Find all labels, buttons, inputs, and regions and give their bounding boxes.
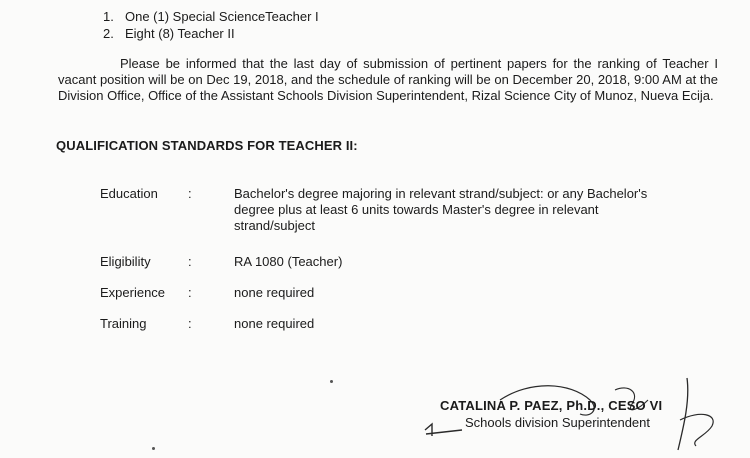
education-row: [100, 186, 674, 234]
eligibility-colon: :: [188, 254, 192, 269]
training-label: Training: [100, 316, 147, 331]
education-colon: :: [188, 186, 192, 201]
list-number: 1.: [103, 9, 114, 24]
scan-speck: [330, 380, 333, 383]
eligibility-value: RA 1080 (Teacher): [234, 254, 343, 269]
qualification-heading: QUALIFICATION STANDARDS FOR TEACHER II:: [56, 138, 358, 153]
eligibility-row: [100, 254, 674, 270]
scan-speck: [152, 447, 155, 450]
training-colon: :: [188, 316, 192, 331]
signatory-name: CATALINA P. PAEZ, Ph.D., CESO VI: [440, 398, 663, 413]
education-value: Bachelor's degree majoring in relevant strand/subject: or any Bachelor's degree plus at least 6 units towards Master's degree in relevant strand/subject: [234, 186, 648, 233]
list-text: One (1) Special ScienceTeacher I: [125, 9, 319, 24]
list-number: 2.: [103, 26, 114, 41]
experience-value: none required: [234, 285, 315, 300]
training-value: none required: [234, 316, 315, 331]
list-item: [103, 8, 319, 25]
experience-label: Experience: [100, 285, 166, 300]
signatory-title: Schools division Superintendent: [465, 415, 651, 430]
notice-paragraph: Please be informed that the last day of submission of pertinent papers for the ranking of Teacher I vacant position will be on Dec 19, 2018, and the schedule of ranking will be on December 20, 2018, 9:00 AM at the Division Office, Office of the Assistant Schools Division Superintendent, Rizal Science City of Munoz, Nueva Ecija.: [58, 56, 718, 103]
vacancy-list: [103, 8, 319, 42]
experience-colon: :: [188, 285, 192, 300]
eligibility-label: Eligibility: [100, 254, 151, 269]
list-item: [103, 25, 319, 42]
signature-block: [440, 398, 662, 430]
list-text: Eight (8) Teacher II: [125, 26, 235, 41]
experience-row: [100, 285, 674, 301]
education-label: Education: [100, 186, 158, 201]
training-row: [100, 316, 674, 332]
